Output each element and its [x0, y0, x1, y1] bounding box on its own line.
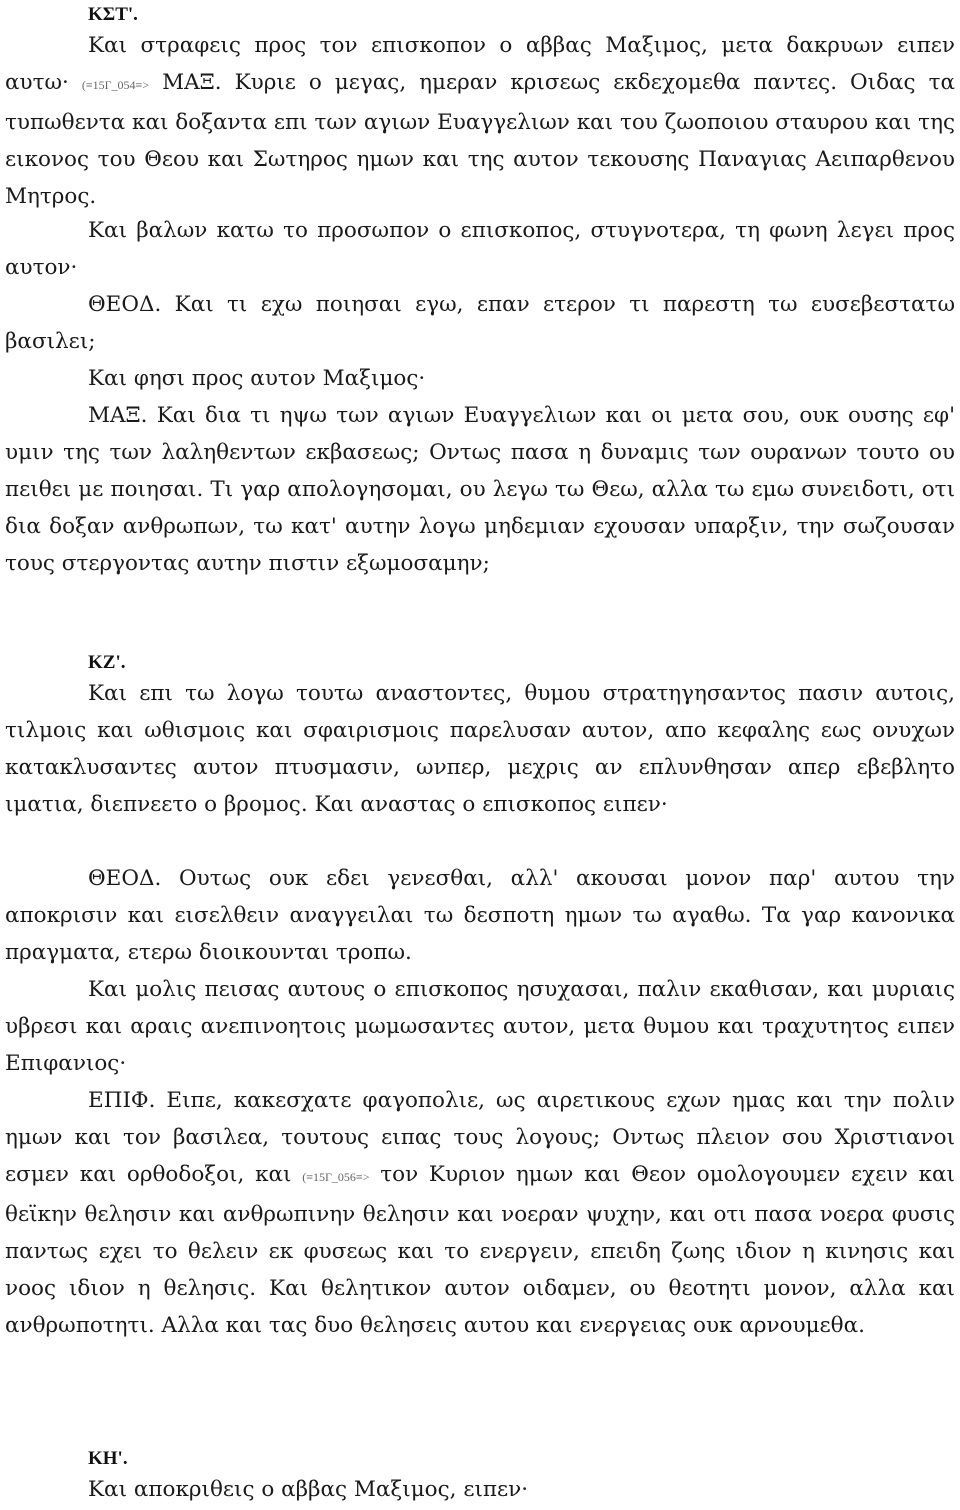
paragraph-text: τον Κυριον ημων και Θεον ομολογουμεν εχειν και θεϊκην θελησιν και ανθρωπινην θελησιν και νοεραν ψυχην, και οτι πασα νοερα φυσις παντως εχει το θελειν εκ φυσεως και το ενεργειν, επειδη ζωης ιδιον η κινησις και νοος ιδιον η θελησις. Και θελητικον αυτον οιδαμεν, ου θεοτητι μονον, αλλα και ανθρωποτητι. Αλλα και τας δυο θελησεις αυτου και ενεργειας ουκ αρνουμεθα. — [5, 1162, 955, 1338]
paragraph-text: ΕΠΙΦ. Ειπε, κακεσχατε φαγοπολιε, ως αιρετικους εχων ημας και την πολιν ημων και τον βασιλεα, τουτους ειπας τους λογους; Οντως πλειον σου Χριστιανοι εσμεν και ορθοδοξοι, και — [5, 1088, 955, 1187]
paragraph-text: Και αποκριθεις ο αββας Μαξιμος, ειπεν· — [88, 1477, 529, 1502]
section-heading-kz: ΚΖ'. — [88, 652, 126, 673]
section-heading-kh: ΚΗ'. — [88, 1448, 128, 1469]
paragraph — [5, 860, 955, 971]
paragraph — [5, 397, 955, 582]
paragraph — [5, 675, 955, 823]
paragraph — [5, 212, 955, 286]
paragraph-text: ΘΕΟΔ. Και τι εχω ποιησαι εγω, επαν ετερον τι παρεστη τω ευσεβεστατω βασιλει; — [5, 292, 955, 354]
paragraph — [5, 971, 955, 1082]
paragraph-text: ΜΑΞ. Κυριε ο μεγας, ημεραν κρισεως εκδεχομεθα παντες. Οιδας τα τυπωθεντα και δοξαντα επι των αγιων Ευαγγελιων και του ζωοποιου σταυρου και της εικονος του Θεου και Σωτηρος ημων και της αυτον τεκουσης Παναγιας Αειπαρθενου Μητρος. — [5, 70, 955, 209]
paragraph-text: Και επι τω λογω τουτω αναστοντες, θυμου στρατηγησαντος πασιν αυτοις, τιλμοις και ωθισμοις και σφαιρισμοις παρελυσαν αυτον, απο κεφαλης εως ονυχων κατακλυσαντες αυτον πτυσμασιν, ωνπερ, μεχρις αν επλυνθησαν απερ εβεβλητο ιματια, διεπνεετο ο βρομος. Και αναστας ο επισκοπος ειπεν· — [5, 681, 955, 817]
paragraph-text: Και βαλων κατω το προσωπον ο επισκοπος, στυγνοτερα, τη φωνη λεγει προς αυτον· — [5, 218, 955, 280]
paragraph-text: Και στραφεις προς τον επισκοπον ο αββας Μαξιμος, μετα δακρυων ειπεν αυτω· — [5, 33, 955, 95]
paragraph — [5, 360, 955, 397]
section-heading-kst: ΚΣΤ'. — [88, 4, 138, 25]
paragraph-text: Και φησι προς αυτον Μαξιμος· — [88, 366, 426, 391]
paragraph — [5, 1082, 955, 1344]
paragraph — [5, 286, 955, 360]
paragraph-text: ΜΑΞ. Και δια τι ηψω των αγιων Ευαγγελιων και οι μετα σου, ουκ ουσης εφ' υμιν της των λαληθεντων εκβασεως; Οντως πασα η δυναμις των ουρανων τουτο ου πειθει με ποιησαι. Τι γαρ απολογησομαι, ου λεγω τω Θεω, αλλα τω εμω συνειδοτι, οτι δια δοξαν ανθρωπων, τω κατ' αυτην λογω μηδεμιαν εχουσαν υπαρξιν, την σωζουσαν τους στεργοντας αυτην πιστιν εξωμοσαμην; — [5, 403, 955, 576]
page-marker: (≡15Γ_054≡> — [81, 78, 150, 92]
paragraph-text: Και μολις πεισας αυτους ο επισκοπος ησυχασαι, παλιν εκαθισαν, και μυριαις υβρεσι και αραις ανεπινοητοις μωμωσαντες αυτον, μετα θυμου και τραχυτητος ειπεν Επιφανιος· — [5, 977, 955, 1076]
paragraph — [5, 1471, 955, 1508]
paragraph — [5, 27, 955, 215]
paragraph-text: ΘΕΟΔ. Ουτως ουκ εδει γενεσθαι, αλλ' ακουσαι μονον παρ' αυτου την αποκρισιν και εισελθειν αναγγειλαι τω δεσποτη ημων τω αγαθω. Τα γαρ κανονικα πραγματα, ετερω διοικουνται τροπω. — [5, 866, 955, 965]
page-marker: (≡15Γ_056≡> — [302, 1170, 370, 1184]
